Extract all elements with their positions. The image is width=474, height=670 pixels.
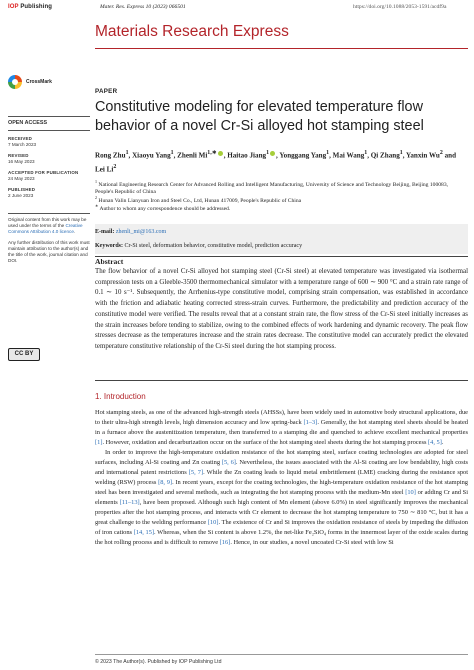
affiliation: $^1$ National Engineering Research Center for Advanced Rolling and Intelligent Manufacturing, University of Science and Technology Beijing, Beijing 100083, People's Republic of China [95,179,449,196]
publisher-logo: IOP Publishing [8,4,52,10]
citation-link[interactable]: [8, 9] [158,479,173,486]
text-run: , have been proposed. Although such high content of Mn element (above 6.0%) in steel significantly improves the mechanical properties after the hot stamping process, and interacts with Cr element to decrease the hot stamping temperature to 750 ∼ 810 °C, but it has a great challenge to the welding performance [95,499,468,526]
citation-link[interactable]: [5, 7] [188,469,204,476]
author-list: Rong Zhu$^1$, Xiaoyu Yang$^1$, Zhenli $Mi^{1,∗}$ , Haitao Jiang$^1$ , Yonggang Yang$^1$, Mai Wang$^1$, Qi Zhang$^1$, Yanxin Wu$^2$ and Lei Li$^2$ [95,150,457,174]
section-heading: 1. Introduction [95,392,146,401]
copyright-footer: © 2023 The Author(s). Published by IOP Publishing Ltd [95,659,222,665]
citation-link[interactable]: [16] [219,539,231,546]
abstract-text: The flow behavior of a novel Cr-Si alloyed hot stamping steel (Cr-Si steel) at elevated temperature was investigated via isothermal compression tests on a Gleeble-3500 thermomechanical simulator with a temperature range of 600 ∼ 900 °C and a strain rate range of 0.1 ∼ 10 s⁻¹. Subsequently, the Arrhenius-type constitutive model, comprising strain compensation, was established in accordance with the friction and adiabatic heating corrected stress-strain curves. Furthermore, the predictability and prediction accuracy of the constitutive model were verified. The results reveal that at a constant strain rate, the flow stress of the Cr-Si steel initially increases as the strain increases before tending to stabilize, owing to the combined effects of work hardening and dynamic recovery. The peak flow stresses decrease as the temperatures increase and the strain rates decrease. The constitutive model can accurately predict the elevated temperature constitutive relationship of the Cr-Si steel during the hot stamping process. [95,268,468,350]
orcid-icon[interactable] [218,151,223,156]
sidebar-divider [8,130,90,131]
abstract-rule [95,380,468,381]
body-text [95,408,468,548]
journal-citation: Mater. Res. Express 10 (2023) 066501 [100,4,186,10]
text-run: Hot stamping steels, as one of the advanced high-strength steels (AHSSs), have been widely used in automotive body structural applications, due to their ultra-high strength levels, high dimension accuracy and low spring-back [95,409,468,426]
crossmark-icon [8,75,22,89]
abstract-rule [95,256,468,257]
author: Xiaoyu Yang [132,151,171,160]
text-run: . The existence of Cr and Si improves the oxidation resistance of steels by impeding the diffusion of iron cations [95,519,468,536]
header-rule [95,48,468,49]
journal-title: Materials Research Express [95,23,289,40]
cc-license-link[interactable]: Creative Commons Attribution 4.0 licence [8,223,83,234]
text-run: . Nevertheless, the issues associated with the Al-Si coating are low bendability, high costs and international patent restrictions [95,459,468,476]
article-type: PAPER [95,88,118,95]
text-run: . However, oxidation and decarburization occur on the surface of the hot stamping steel sheets during the hot stamping process [102,439,429,446]
crossmark-badge[interactable] [8,75,90,91]
doi-link[interactable]: https://doi.org/10.1088/2053-1591/acdf9a [353,4,447,10]
text-run: . Generally, the hot stamping steel sheets should be heated in a furnace above the austenitization temperature, then transferred to a stamping die and quenched to achieve excellent mechanical properties [95,419,468,436]
paragraph [95,408,468,448]
citation-link[interactable]: [14, 15] [133,529,155,536]
open-access-label: OPEN ACCESS [8,120,48,126]
author: Yonggang Yang [279,151,327,160]
citation-link[interactable]: [1–3] [303,419,318,426]
author: Rong Zhu [95,151,126,160]
keywords: Keywords: Cr-Si steel, deformation behavior, constitutive model, prediction accuracy [95,243,303,249]
footer-rule [95,654,468,655]
author: Zhenli Mi [177,151,208,160]
text-run: . Hence, in our studies, a novel uncoated Cr-Si steel with low Si [230,539,394,546]
citation-link[interactable]: [10] [405,489,416,496]
citation-link[interactable]: [11–13] [119,499,140,506]
author: Haitao Jiang [227,151,267,160]
author: Qi Zhang [370,151,400,160]
citation-link[interactable]: [10] [207,519,219,526]
text-run: . Whereas, when the Si content is above 1.2%, the net-like Fe₂SiO₄ forms in the innermost layer of the oxide scales during the hot rolling process and is difficult to remove [95,529,469,546]
text-run: . While the Zn coating leads to liquid metal embrittlement (LME) cracking during the resistance spot welding (RSW) process [95,469,469,486]
sidebar-divider [8,116,90,117]
license-text: Original content from this work may be used under the terms of the Creative Commons Attribution 4.0 licence. Any further distribution of this work must maintain attribution to the author(s) and the title of the work, journal citation and DOI. [8,217,90,263]
author: Mai Wang [332,151,365,160]
orcid-icon[interactable] [270,151,275,156]
paragraph [95,448,468,548]
text-run: In order to improve the high-temperature oxidation resistance of the hot stamping steel, surface coating technologies are adopted for steel surfaces, including Al-Si coating and Zn coating [95,449,468,466]
sidebar-divider [8,213,90,214]
cc-by-badge[interactable]: CC BY [8,348,40,361]
corresponding-email: E-mail: zhenli_mi@163.com [95,229,167,235]
affiliation: $^2$ Hunan Valin Lianyuan Iron and Steel Co., Ltd, Hunan 417009, People's Republic of China [95,195,302,204]
article-title: Constitutive modeling for elevated temperature flow behavior of a novel Cr-Si alloyed hot stamping steel [95,99,424,134]
citation-link[interactable]: [1] [95,439,103,446]
citation-link[interactable]: [5, 6] [221,459,236,466]
crossmark-label: CrossMark [26,79,52,85]
text-run: or adding Cr and Si elements [95,489,468,506]
affiliation: ∗ Author to whom any correspondence should be addressed. [95,203,231,212]
text-run: . In recent years, except for the coating technologies, the high-temperature oxidation resistance of the hot stamping steel has been investigated and several methods, such as integrating the hot stamping process with the medium-Mn steel [95,479,468,496]
email-link[interactable]: zhenli_mi@163.com [115,229,167,235]
publication-history: RECEIVED 7 March 2023 REVISED 16 May 2023 ACCEPTED FOR PUBLICATION 24 May 2023 PUBLISHED 2 June 2023 [8,136,79,198]
citation-link[interactable]: [4, 5] [428,439,442,446]
text-run: . [441,439,444,446]
abstract-heading: Abstract [95,257,124,266]
author: Yanxin Wu [406,151,440,160]
author: Lei Li [95,165,114,174]
